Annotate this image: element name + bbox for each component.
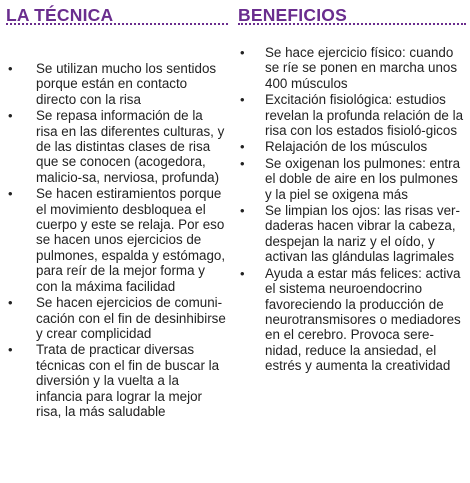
beneficios-item xyxy=(238,203,466,265)
tecnica-column xyxy=(6,0,228,420)
bullet-icon: • xyxy=(240,139,245,155)
tecnica-item-text: Trata de practicar diversas técnicas con el fin de buscar la diversión y la vuelta a la infancia para lograr la mejor risa, la más saludable xyxy=(36,342,220,419)
beneficios-item-text: Se hace ejercicio físico: cuando se ríe se ponen en marcha unos 400 músculos xyxy=(265,45,458,91)
beneficios-item xyxy=(238,266,466,374)
tecnica-item-text: Se hacen estiramientos porque el movimiento desbloquea el cuerpo y este se relaja. Por eso se hacen unos ejercicios de pulmones, espalda y estómago, para reír de la mejor forma y con la máxima facilidad xyxy=(36,186,226,294)
tecnica-item xyxy=(6,295,228,341)
bullet-icon: • xyxy=(240,92,245,108)
tecnica-item-text: Se utilizan mucho los sentidos porque están en contacto directo con la risa xyxy=(36,61,217,107)
tecnica-item-text: Se hacen ejercicios de comuni-cación con el fin de desinhibirse y crear complicidad xyxy=(36,295,226,341)
bullet-icon: • xyxy=(240,203,245,219)
bullet-icon: • xyxy=(240,155,245,171)
bullet-icon: • xyxy=(8,186,13,202)
tecnica-item xyxy=(6,61,228,107)
beneficios-item-text: Relajación de los músculos xyxy=(265,139,428,155)
beneficios-item xyxy=(238,139,466,154)
bullet-icon: • xyxy=(8,295,13,311)
beneficios-item-text: Se oxigenan los pulmones: entra el doble de aire en los pulmones y la piel se oxigena más xyxy=(265,155,461,202)
bullet-icon: • xyxy=(8,61,13,76)
tecnica-heading: LA TÉCNICA xyxy=(6,5,114,25)
beneficios-list xyxy=(238,45,466,374)
beneficios-item-text: Excitación fisiológica: estudios revelan la profunda relación de la risa con los estados fisioló-gicos xyxy=(265,92,464,139)
tecnica-item xyxy=(6,186,228,294)
bullet-icon: • xyxy=(8,342,13,358)
bullet-icon: • xyxy=(8,108,13,124)
tecnica-item xyxy=(6,342,228,419)
tecnica-item xyxy=(6,108,228,185)
beneficios-item xyxy=(238,156,466,202)
beneficios-column xyxy=(238,0,466,375)
beneficios-heading: BENEFICIOS xyxy=(238,5,347,25)
beneficios-item-text: Ayuda a estar más felices: activa el sistema neuroendocrino favoreciendo la producción de neurotransmisores o mediadores en el cerebro. Provoca sere-nidad, reduce la ansiedad, el estrés y aumenta la creatividad xyxy=(265,265,461,374)
bullet-icon: • xyxy=(240,45,245,60)
beneficios-item xyxy=(238,45,466,91)
beneficios-item-text: Se limpian los ojos: las risas ver-daderas hacen vibrar la cabeza, despejan la nariz y el oído, y activan las glándulas lagrimales xyxy=(265,203,460,265)
bullet-icon: • xyxy=(240,265,245,281)
tecnica-list xyxy=(6,61,228,419)
beneficios-item xyxy=(238,92,466,138)
tecnica-item-text: Se repasa información de la risa en las diferentes culturas, y de las distintas clases de risa que se conocen (acogedora, malicio-sa, nerviosa, profunda) xyxy=(36,108,225,185)
